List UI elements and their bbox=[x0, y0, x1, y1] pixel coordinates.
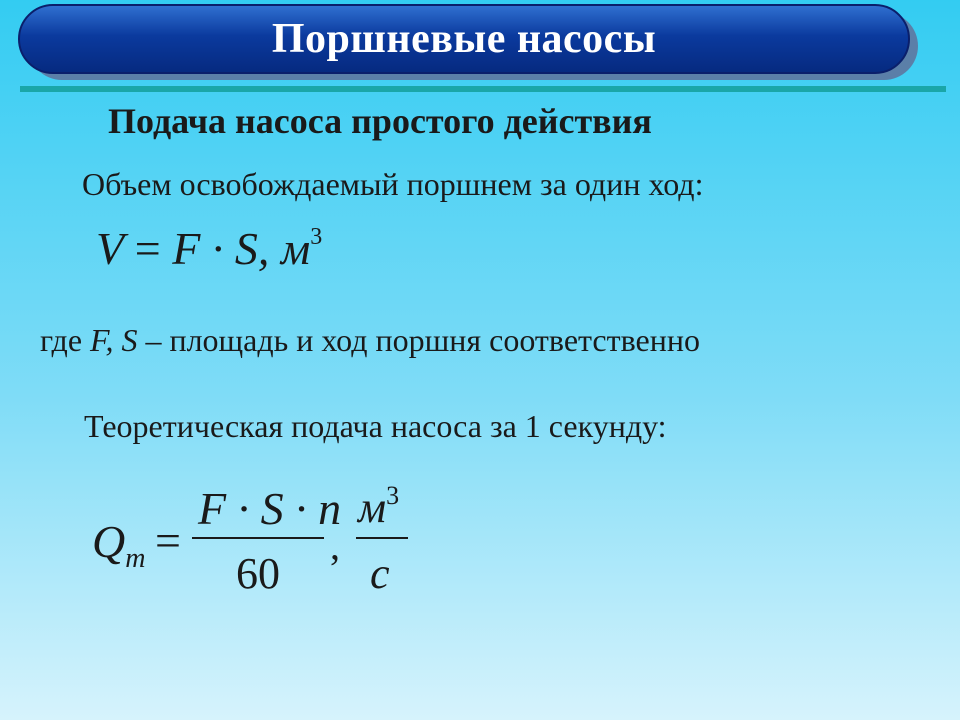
formula2-comma: , bbox=[330, 523, 340, 568]
where-prefix: где bbox=[40, 322, 83, 358]
section-heading: Подача насоса простого действия bbox=[108, 101, 652, 141]
formula1-rhs: F · S, bbox=[172, 223, 270, 274]
formula2-denominator: 60 bbox=[236, 549, 280, 598]
formula2-unit-numerator: $м^3$ bbox=[358, 481, 400, 532]
formula1-lhs: V bbox=[96, 223, 124, 274]
formula2-eq: = bbox=[155, 515, 181, 566]
formula2-numerator: F · S · n bbox=[198, 483, 342, 534]
formula2-unit-fraction-bar bbox=[356, 537, 408, 539]
formula2-unit-denominator: с bbox=[370, 549, 390, 598]
volume-description: Объем освобождаемый поршнем за один ход: bbox=[82, 166, 704, 202]
where-line bbox=[40, 322, 700, 359]
divider-rule bbox=[20, 86, 946, 92]
formula2-fraction-bar bbox=[192, 537, 324, 539]
formula2-lhs: $Q_т$ bbox=[92, 516, 146, 574]
formula1-unit-exp: 3 bbox=[310, 224, 323, 250]
formula1-unit: м bbox=[280, 223, 311, 274]
flow-description: Теоретическая подача насоса за 1 секунду: bbox=[84, 408, 667, 444]
title-bar bbox=[18, 4, 910, 74]
where-rest: – площадь и ход поршня соответственно bbox=[145, 322, 700, 358]
slide-title: Поршневые насосы bbox=[271, 16, 657, 62]
formula1-eq: = bbox=[134, 223, 161, 274]
formula2-unit-exp: 3 bbox=[386, 481, 400, 510]
where-vars: F, S bbox=[90, 322, 138, 358]
volume-formula bbox=[96, 222, 322, 275]
formula2-lhs-sub: т bbox=[125, 543, 146, 574]
